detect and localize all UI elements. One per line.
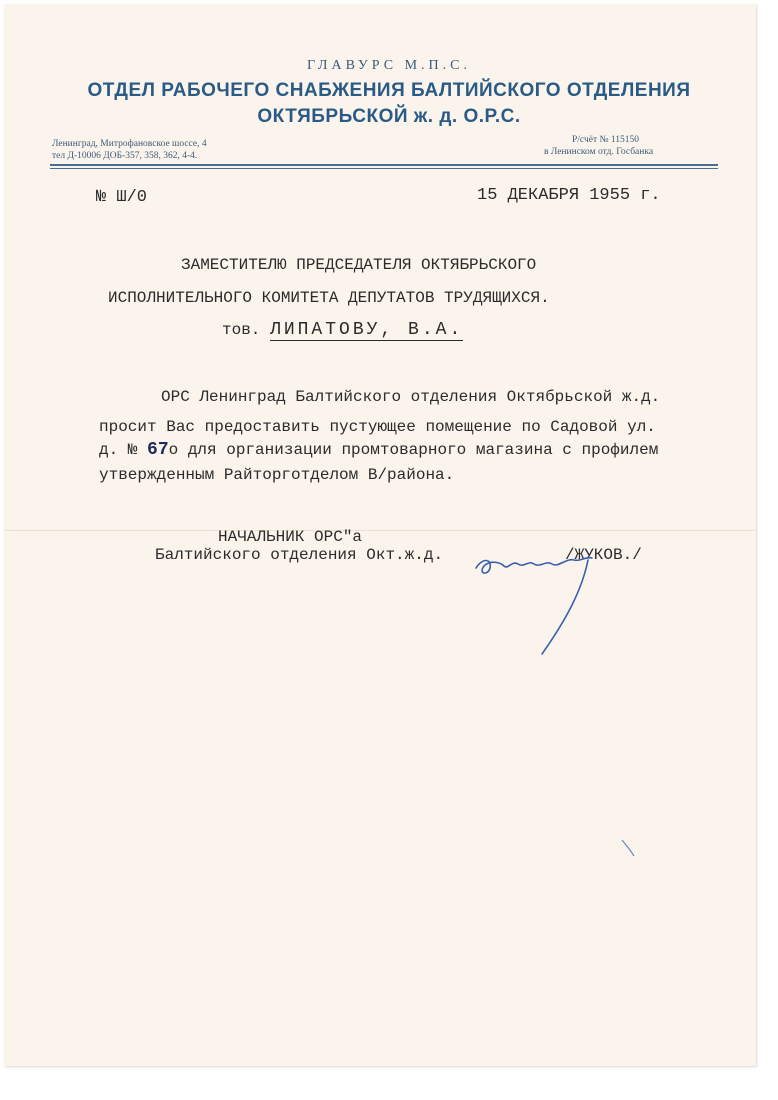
- body-line-3-rest: о для организации промтоварного магазина с профилем: [168, 441, 659, 459]
- account-line-2: в Ленинском отд. Госбанка: [544, 147, 654, 157]
- letterhead-department-line1: ОТДЕЛ РАБОЧЕГО СНАБЖЕНИЯ БАЛТИЙСКОГО ОТДЕЛЕНИЯ: [87, 80, 691, 101]
- address-line-1: Ленинград, Митрофановское шоссе, 4: [52, 139, 207, 149]
- body-line-3-prefix: д. №: [99, 441, 138, 459]
- addressee-line-3: [222, 320, 463, 340]
- letter-date: 15 ДЕКАБРЯ 1955 г.: [477, 186, 661, 205]
- letterhead-department-line2: ОКТЯБРЬСКОЙ ж. д. О.Р.С.: [257, 106, 521, 127]
- signatory-title-2: Балтийского отделения Окт.ж.д.: [155, 546, 444, 564]
- account-line-1: Р/счёт № 115150: [572, 135, 640, 145]
- signatory-title-1: НАЧАЛЬНИК ОРС"а: [218, 528, 363, 546]
- addressee-line-1: ЗАМЕСТИТЕЛЮ ПРЕДСЕДАТЕЛЯ ОКТЯБРЬСКОГО: [181, 256, 537, 274]
- body-line-4: утвержденным Райторготделом В/района.: [99, 466, 455, 484]
- letterhead-org: ГЛАВУРС М.П.С.: [307, 58, 471, 73]
- building-number: 67: [147, 440, 169, 460]
- addressee-prefix: тов.: [222, 321, 261, 339]
- ink-speck: [620, 838, 636, 858]
- body-line-2: просит Вас предоставить пустующее помещение по Садовой ул.: [99, 418, 656, 436]
- addressee-line-2: ИСПОЛНИТЕЛЬНОГО КОМИТЕТА ДЕПУТАТОВ ТРУДЯЩИХСЯ.: [108, 289, 550, 307]
- letterhead-rule-thin: [50, 168, 718, 169]
- paper-fold-line: [4, 530, 756, 531]
- signatory-name: /ЖУКОВ./: [565, 546, 642, 564]
- addressee-name: ЛИПАТОВУ, В.А.: [270, 320, 464, 340]
- letterhead-rule-thick: [50, 164, 718, 166]
- letterhead-address: [52, 138, 207, 162]
- body-line-1: ОРС Ленинград Балтийского отделения Октябрьской ж.д.: [161, 388, 661, 406]
- letter-number: № Ш/0: [96, 188, 148, 207]
- handwritten-signature: [470, 550, 600, 660]
- letterhead-bank-account: [544, 134, 653, 158]
- address-line-2: тел Д-10006 ДОБ-357, 358, 362, 4-4.: [52, 151, 198, 161]
- body-line-3: [99, 440, 658, 460]
